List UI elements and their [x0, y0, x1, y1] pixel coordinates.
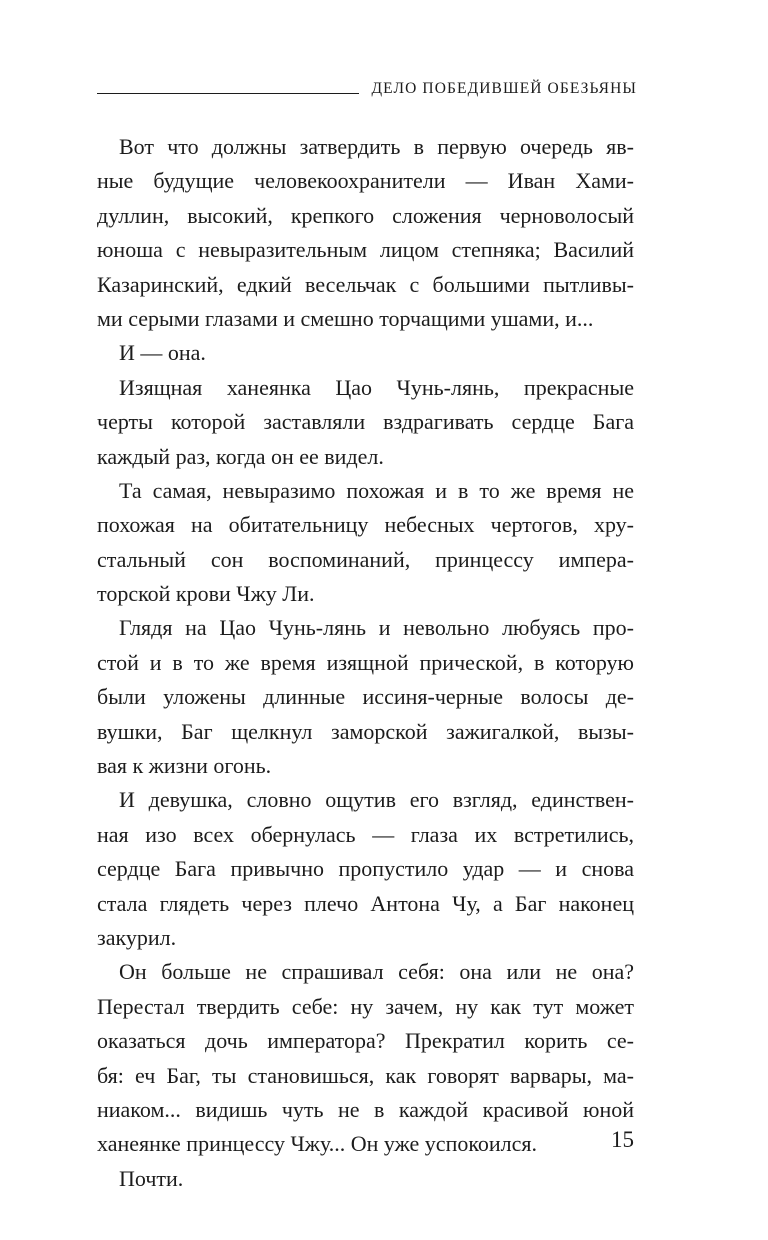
- paragraph: [97, 1162, 634, 1196]
- text-line: Перестал твердить себе: ну зачем, ну как тут может: [97, 993, 634, 1019]
- text-line: И — она.: [119, 340, 206, 366]
- text-line: ниаком... видишь чуть не в каждой красивой юной: [97, 1096, 634, 1122]
- text-line: вушки, Баг щелкнул заморской зажигалкой, вызы-: [97, 718, 634, 744]
- text-line: каждый раз, когда он ее видел.: [97, 443, 384, 469]
- text-line: оказаться дочь императора? Прекратил корить се-: [97, 1028, 634, 1054]
- paragraph: [97, 371, 634, 474]
- text-line: Глядя на Цао Чунь-лянь и невольно любуясь про-: [119, 615, 634, 641]
- header-rule: [97, 93, 359, 94]
- text-line: стала глядеть через плечо Антона Чу, а Баг наконец: [97, 890, 634, 916]
- paragraph: [97, 130, 634, 336]
- paragraph: [97, 783, 634, 955]
- text-line: Казаринский, едкий весельчак с большими пытливы-: [97, 271, 634, 297]
- text-line: закурил.: [97, 924, 177, 950]
- text-line: Изящная ханеянка Цао Чунь-лянь, прекрасные: [119, 374, 634, 400]
- running-header: [97, 78, 637, 102]
- text-line: ные будущие человекоохранители — Иван Хами-: [97, 168, 634, 194]
- text-line: стой и в то же время изящной прической, в которую: [97, 649, 634, 675]
- paragraph: [97, 474, 634, 612]
- text-line: вая к жизни огонь.: [97, 753, 272, 779]
- text-line: были уложены длинные иссиня-черные волосы де-: [97, 684, 634, 710]
- running-title: ДЕЛО ПОБЕДИВШЕЙ ОБЕЗЬЯНЫ: [371, 80, 637, 97]
- text-line: ханеянке принцессу Чжу... Он уже успокоился.: [97, 1131, 538, 1157]
- body-text: [97, 130, 634, 1196]
- text-line: ми серыми глазами и смешно торчащими ушами, и...: [97, 305, 594, 331]
- text-line: бя: еч Баг, ты становишься, как говорят варвары, ма-: [97, 1062, 634, 1088]
- page-number: 15: [611, 1127, 634, 1152]
- text-line: юноша с невыразительным лицом степняка; Василий: [97, 237, 634, 263]
- paragraph: [97, 611, 634, 783]
- text-line: торской крови Чжу Ли.: [97, 581, 315, 607]
- text-line: И девушка, словно ощутив его взгляд, единствен-: [119, 787, 634, 813]
- text-line: Он больше не спрашивал себя: она или не она?: [119, 959, 634, 985]
- text-line: похожая на обитательницу небесных чертогов, хру-: [97, 512, 634, 538]
- text-line: Почти.: [119, 1165, 184, 1191]
- text-line: Вот что должны затвердить в первую очередь яв-: [119, 134, 634, 159]
- paragraph: [97, 336, 634, 370]
- paragraph: [97, 955, 634, 1161]
- text-line: черты которой заставляли вздрагивать сердце Бага: [97, 409, 634, 435]
- text-line: сердце Бага привычно пропустило удар — и снова: [97, 856, 634, 882]
- text-line: стальный сон воспоминаний, принцессу импера-: [97, 546, 634, 572]
- text-line: дуллин, высокий, крепкого сложения черноволосый: [97, 202, 634, 228]
- text-line: Та самая, невыразимо похожая и в то же время не: [119, 477, 634, 503]
- text-line: ная изо всех обернулась — глаза их встретились,: [97, 821, 634, 847]
